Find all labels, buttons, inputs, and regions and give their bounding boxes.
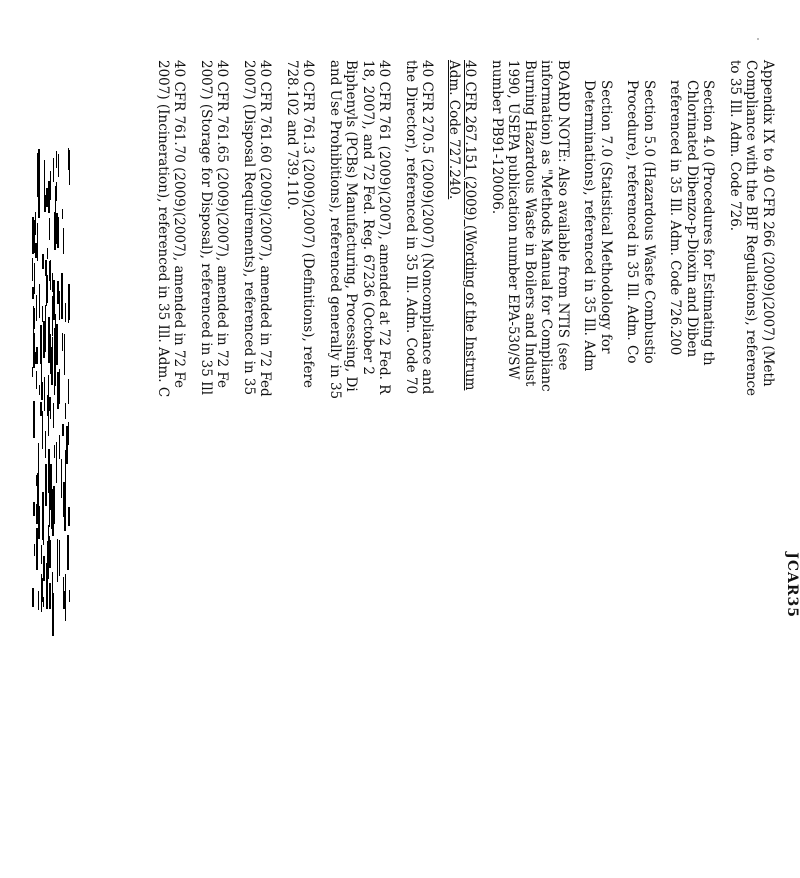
barcode-bar	[49, 218, 50, 240]
barcode-bar	[43, 515, 44, 545]
barcode-bar	[37, 153, 39, 197]
paragraph	[155, 60, 188, 878]
barcode-bar	[35, 212, 36, 235]
barcode-bar	[63, 484, 65, 517]
paragraph	[403, 60, 436, 878]
barcode-bar	[36, 371, 37, 389]
barcode-bar	[32, 367, 33, 377]
barcode-bar	[63, 577, 64, 607]
barcode-bar	[43, 597, 44, 607]
barcode-bar	[62, 424, 64, 436]
barcode-bar	[68, 550, 69, 567]
barcode-bar	[68, 284, 70, 320]
barcode-bar	[50, 171, 51, 200]
barcode-bar	[45, 464, 47, 506]
text-line: 1990, USEPA publication number EPA-530/SW	[505, 60, 522, 878]
barcode-bar	[56, 442, 57, 483]
barcode-bar	[34, 263, 35, 294]
barcode-bar	[43, 321, 45, 358]
barcode-bar	[33, 401, 35, 438]
barcode-bar	[53, 158, 54, 182]
barcode-bar	[59, 369, 60, 404]
text-line: the Director), referenced in 35 Ill. Adm. Code 70	[403, 60, 420, 878]
barcode-bar	[40, 325, 42, 364]
barcode-bar	[61, 459, 62, 498]
barcode-bar	[41, 574, 42, 612]
barcode-bar	[56, 213, 58, 244]
text-line: 2007) (Disposal Requirements), referenced in 35	[241, 60, 258, 878]
text-line: 2007) (Incineration), referenced in 35 Ill. Adm. C	[155, 60, 172, 878]
barcode-bar	[44, 377, 45, 411]
barcode-bar	[35, 243, 37, 258]
text-line: Procedure), referenced in 35 Ill. Adm. Co	[624, 80, 641, 878]
paragraph	[284, 60, 317, 878]
text-line: Appendix IX to 40 CFR 266 (2009)(2007) (Meth	[760, 60, 777, 878]
paragraph	[489, 60, 572, 878]
text-line: to 35 Ill. Adm. Code 726.	[727, 60, 744, 878]
barcode-bar	[41, 365, 42, 379]
text-line: 40 CFR 761.3 (2009)(2007) (Definitions), refere	[300, 60, 317, 878]
barcode-bar	[56, 326, 58, 339]
barcode-bar	[46, 260, 47, 306]
barcode-artifact	[32, 148, 72, 614]
barcode-bar	[64, 334, 65, 375]
barcode-bar	[34, 544, 35, 556]
barcode-bar	[69, 150, 70, 185]
text-line: Compliance with the BIF Regulations), reference	[743, 60, 760, 878]
barcode-bar	[49, 536, 50, 549]
text-line: 40 CFR 761.65 (2009)(2007), amended in 72 Fe	[214, 60, 231, 878]
barcode-bar	[63, 228, 64, 254]
barcode-bar	[54, 445, 55, 458]
barcode-bar	[51, 347, 53, 385]
barcode-bar	[45, 305, 46, 352]
barcode-bar	[49, 346, 50, 361]
barcode-bar	[69, 590, 70, 602]
barcode-bar	[32, 588, 34, 607]
barcode-bar	[44, 195, 46, 212]
paragraph	[667, 60, 717, 878]
barcode-bar	[58, 154, 59, 177]
barcode-bar	[52, 572, 53, 596]
barcode-bar	[68, 507, 70, 526]
text-line: 18, 2007), and 72 Fed. Reg. 67236 (October 2	[360, 60, 377, 878]
barcode-bar	[37, 223, 38, 252]
barcode-bar	[48, 181, 50, 213]
text-line: Chlorinated Dibenzo-p-Dioxin and Diben	[684, 80, 701, 878]
barcode-bar	[48, 463, 50, 476]
paragraph	[327, 60, 393, 878]
text-line: 2007) (Storage for Disposal), referenced in 35 Ill	[198, 60, 215, 878]
barcode-bar	[33, 306, 34, 355]
barcode-bar	[61, 273, 63, 319]
barcode-bar	[53, 403, 54, 428]
text-line: Adm. Code 727.240.	[446, 60, 463, 878]
text-line: Determinations), referenced in 35 Ill. Adm	[581, 80, 598, 878]
text-line: and Use Prohibitions), referenced generally in 35	[327, 60, 344, 878]
barcode-bar	[36, 295, 37, 321]
barcode-bar	[47, 541, 49, 579]
barcode-bar	[65, 303, 66, 322]
barcode-bar	[44, 160, 45, 199]
text-line: Section 7.0 (Statistical Methodology for	[598, 80, 615, 878]
barcode-bar	[49, 583, 51, 609]
barcode-bar	[53, 486, 55, 524]
paragraph	[446, 60, 479, 878]
barcode-bar	[68, 422, 69, 445]
barcode-bar	[65, 574, 66, 621]
text-line: Section 4.0 (Procedures for Estimating th	[700, 80, 717, 878]
text-line: number PB91-120006.	[489, 60, 506, 878]
barcode-bar	[47, 275, 48, 303]
barcode-bar	[34, 308, 35, 329]
barcode-bar	[46, 188, 48, 207]
barcode-bar	[48, 395, 49, 436]
text-line: 728.102 and 739.110.	[284, 60, 301, 878]
barcode-bar	[39, 284, 40, 318]
text-line: 40 CFR 761 (2009)(2007), amended at 72 Fed. R	[376, 60, 393, 878]
barcode-bar	[36, 528, 38, 570]
barcode-bar	[35, 352, 37, 364]
barcode-bar	[47, 248, 48, 259]
barcode-bar	[38, 506, 40, 539]
barcode-bar	[41, 545, 42, 564]
barcode-bar	[32, 258, 33, 281]
text-line: 40 CFR 267.151 (2009) (Wording of the Instrum	[462, 60, 479, 878]
barcode-bar	[40, 402, 42, 416]
barcode-bar	[42, 306, 43, 322]
barcode-bar	[38, 591, 39, 610]
text-line: 40 CFR 270.5 (2009)(2007) (Noncompliance and	[419, 60, 436, 878]
barcode-bar	[33, 502, 35, 516]
paragraph	[241, 60, 274, 878]
text-line: Section 5.0 (Hazardous Waste Combustio	[641, 80, 658, 878]
text-line: information) as "Methods Manual for Complianc	[538, 60, 555, 878]
barcode-bar	[68, 379, 69, 404]
barcode-bar	[53, 280, 55, 320]
barcode-bar	[62, 333, 63, 351]
text-line: referenced in 35 Ill. Adm. Code 726.200	[667, 80, 684, 878]
barcode-bar	[42, 411, 43, 449]
barcode-bar	[65, 450, 66, 489]
text-line: Biphenyls (PCBs) Manufacturing, Processing, Di	[343, 60, 360, 878]
text-line: 40 CFR 761.60 (2009)(2007), amended in 72 Fed	[257, 60, 274, 878]
barcode-bar	[49, 397, 51, 411]
document-body	[145, 60, 777, 878]
barcode-bar	[59, 435, 60, 459]
barcode-bar	[59, 291, 60, 320]
barcode-bar	[52, 593, 54, 636]
text-line: 40 CFR 761.70 (2009)(2007), amended in 72 Fe	[171, 60, 188, 878]
barcode-bar	[57, 281, 59, 304]
barcode-bar	[42, 254, 44, 269]
paragraph	[581, 60, 614, 878]
barcode-bar	[56, 151, 57, 168]
barcode-bar	[43, 556, 45, 581]
barcode-bar	[55, 342, 56, 386]
barcode-bar	[55, 192, 56, 214]
barcode-bar	[59, 540, 60, 576]
text-line: BOARD NOTE: Also available from NTIS (see	[555, 60, 572, 878]
rotated-document	[230, 0, 800, 618]
paragraph	[727, 60, 777, 878]
barcode-bar	[45, 260, 46, 276]
barcode-bar	[57, 539, 58, 582]
text-line: Burning Hazardous Waste in Boilers and Indust	[522, 60, 539, 878]
barcode-bar	[45, 431, 46, 458]
paragraph	[624, 60, 657, 878]
barcode-bar	[65, 403, 66, 419]
paragraph	[198, 60, 231, 878]
barcode-bar	[39, 385, 40, 395]
barcode-bar	[56, 182, 57, 201]
document-header-code: JCAR35	[784, 552, 800, 618]
barcode-bar	[62, 209, 63, 219]
barcode-bar	[49, 261, 51, 281]
